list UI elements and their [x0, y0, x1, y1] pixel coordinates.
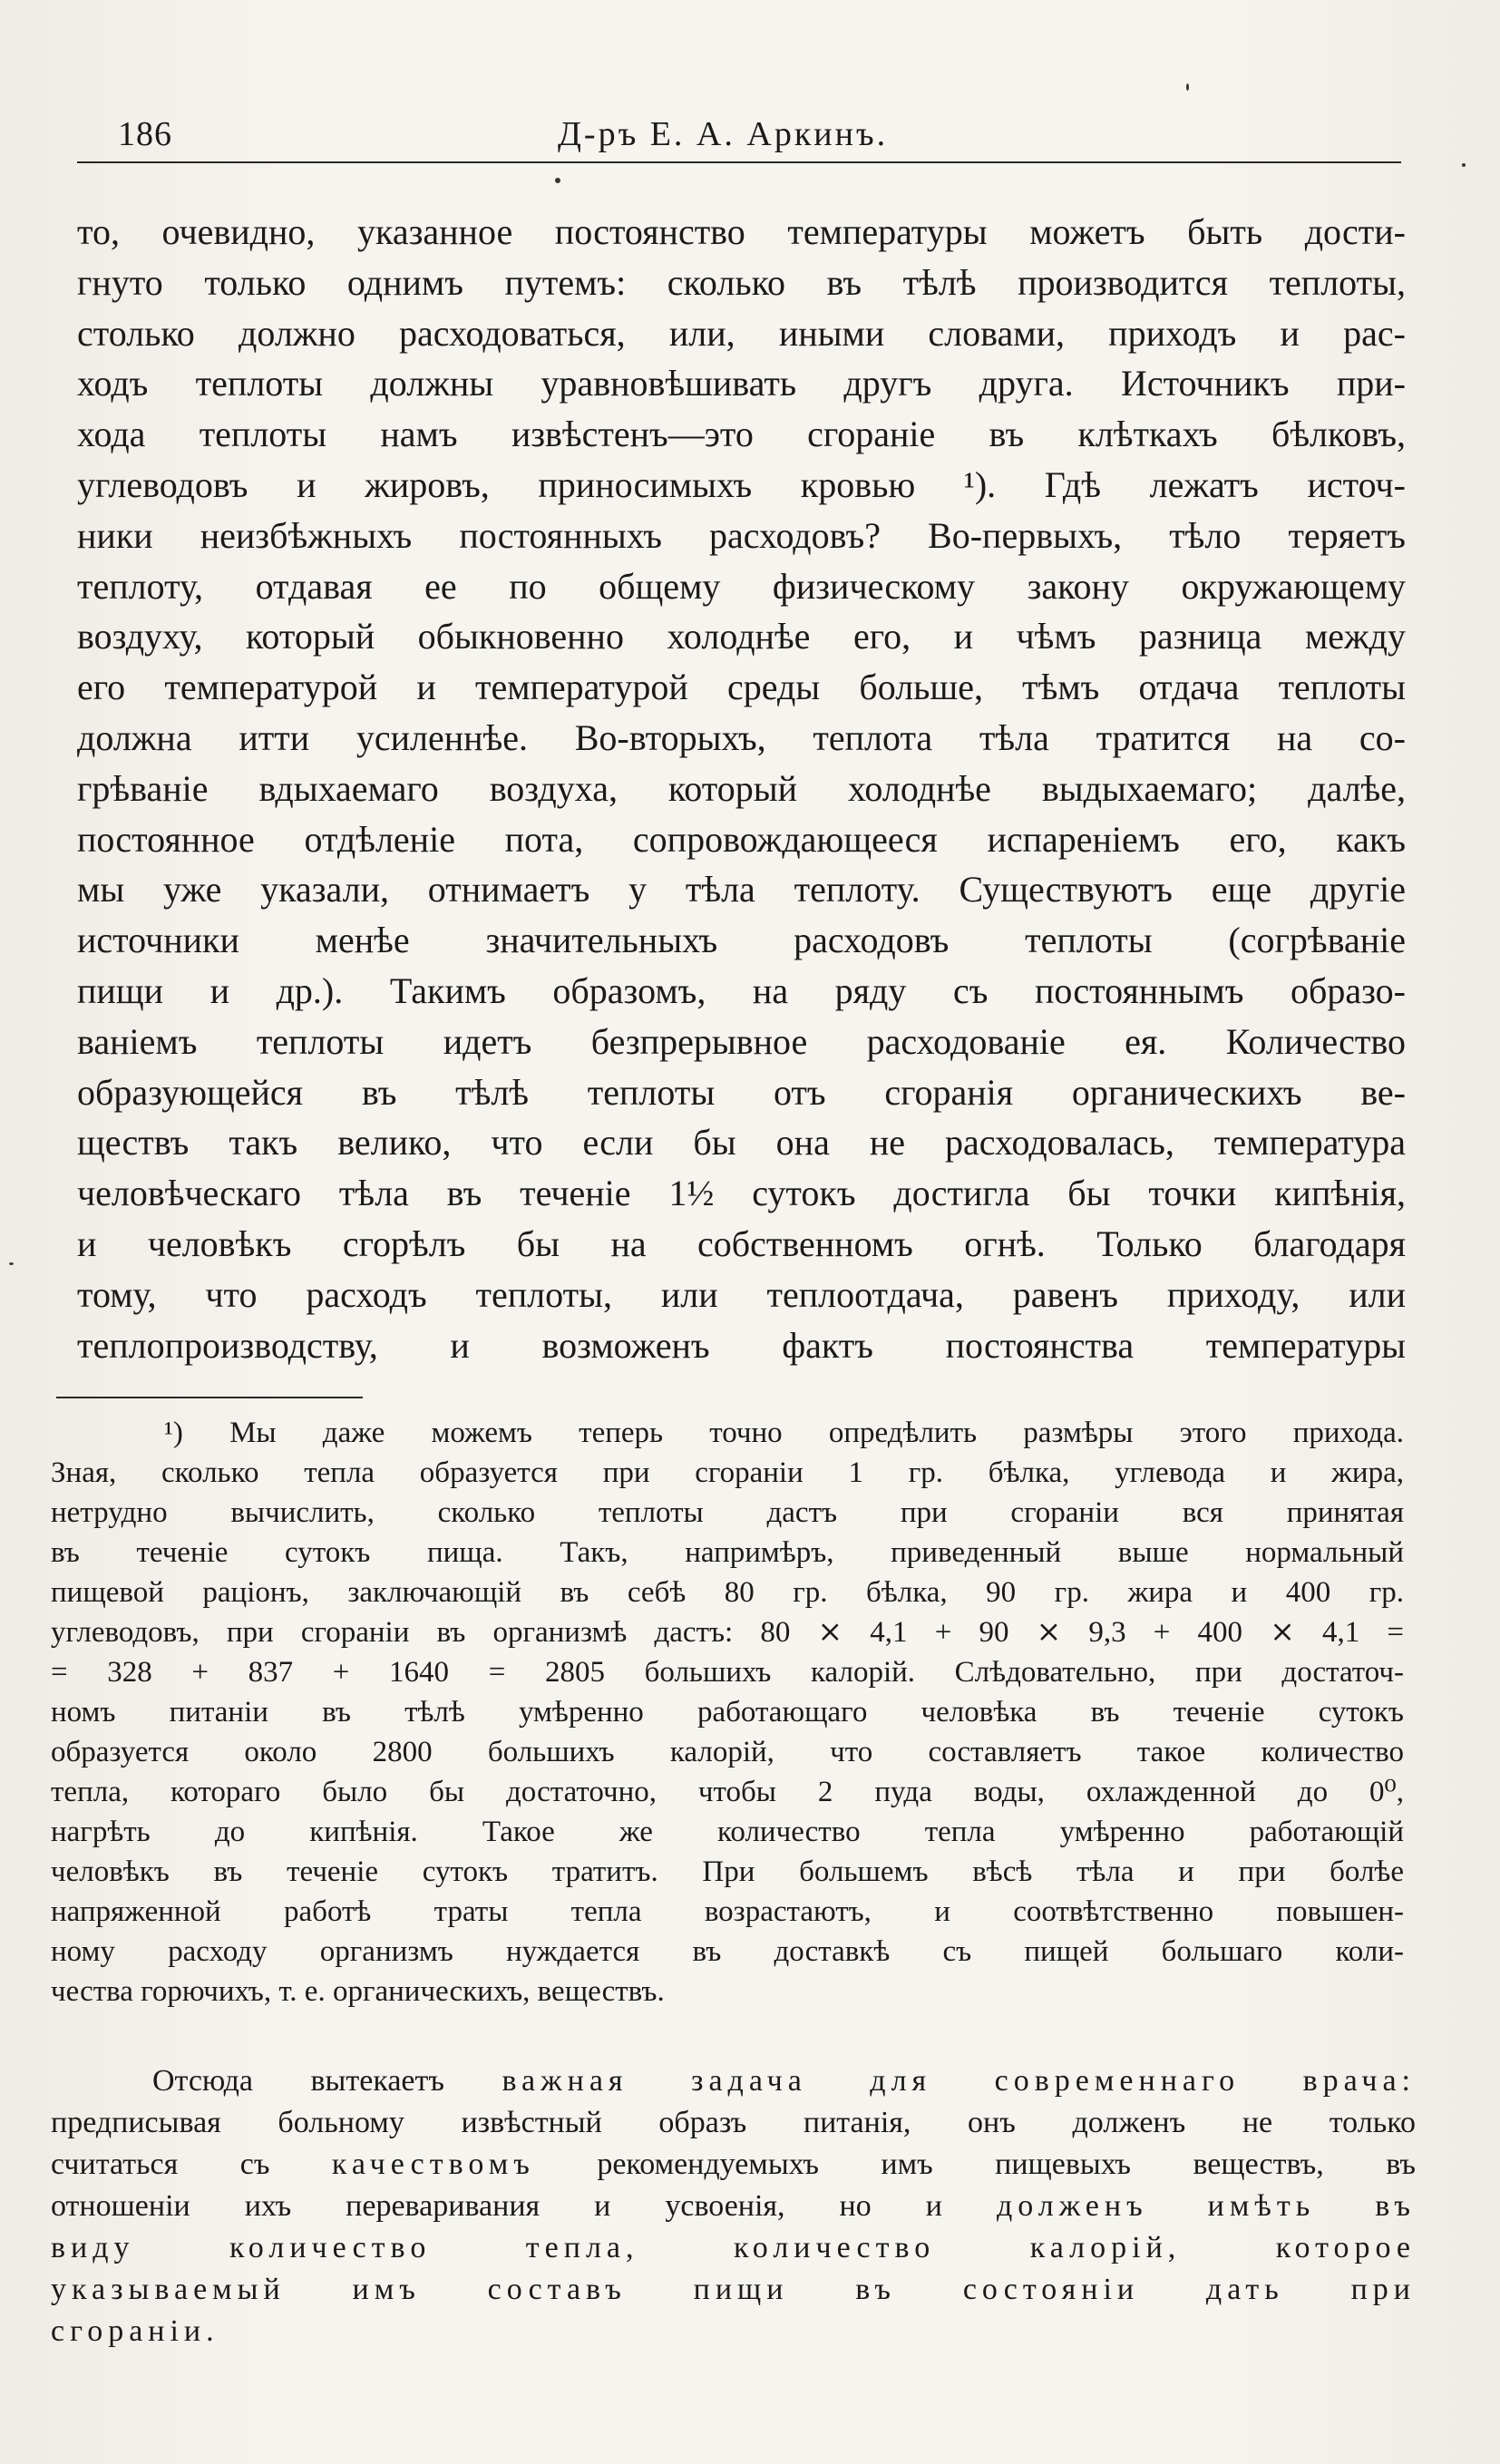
body-line: должна итти усиленнѣе. Во-вторыхъ, теплота тѣла тратится на со- — [77, 716, 1406, 758]
conclusion-line — [51, 2186, 1416, 2227]
footnote-line: углеводовъ, при сгораніи въ организмѣ дастъ: 80 ⨯ 4,1 + 90 ⨯ 9,3 + 400 ⨯ 4,1 = — [51, 1616, 1404, 1649]
emphasized-text: важная задача для современнаго врача: — [502, 2064, 1416, 2098]
body-line: теплопроизводству, и возможенъ фактъ постоянства температуры — [77, 1324, 1406, 1366]
body-line: хода теплоты намъ извѣстенъ—это сгораніе въ клѣткахъ бѣлковъ, — [77, 414, 1406, 455]
body-line: то, очевидно, указанное постоянство температуры можетъ быть дости- — [77, 211, 1406, 252]
body-line: ществъ такъ велико, что если бы она не расходовалась, температура — [77, 1122, 1406, 1164]
conclusion-line: виду количество тепла, количество калорій, которое — [51, 2231, 1416, 2264]
body-line: теплоту, отдавая ее по общему физическому закону окружающему — [77, 565, 1406, 607]
main-body-text — [77, 207, 1406, 1370]
page-number: 186 — [118, 115, 172, 153]
body-line: и человѣкъ сгорѣлъ бы на собственномъ огнѣ. Только благодаря — [77, 1222, 1406, 1264]
body-line: его температурой и температурой среды больше, тѣмъ отдача теплоты — [77, 667, 1406, 708]
conclusion-text: отношеніи ихъ переваривания и усвоенія, но и — [51, 2189, 997, 2223]
footnote-separator — [56, 1397, 363, 1398]
conclusion-line — [51, 2144, 1416, 2186]
body-line: пищи и др.). Такимъ образомъ, на ряду съ постояннымъ образо- — [77, 969, 1406, 1011]
footnote-line: нагрѣть до кипѣнія. Такое же количество тепла умѣренно работающій — [51, 1816, 1404, 1848]
body-line: столько должно расходоваться, или, иными словами, приходъ и рас- — [77, 312, 1406, 354]
body-line: ходъ теплоты должны уравновѣшивать другъ друга. Источникъ при- — [77, 363, 1406, 404]
page-header — [77, 107, 1401, 163]
footnote-line: = 328 + 837 + 1640 = 2805 большихъ калорій. Слѣдовательно, при достаточ- — [51, 1656, 1404, 1689]
conclusion-line: предписывая больному извѣстный образъ питанія, онъ долженъ не только — [51, 2106, 1416, 2139]
conclusion-paragraph — [51, 2060, 1416, 2352]
conclusion-text: рекомендуемыхъ имъ пищевыхъ веществъ, въ — [534, 2147, 1416, 2181]
conclusion-text: Отсюда вытекаетъ — [152, 2064, 502, 2098]
footnote-line: Зная, сколько тепла образуется при сгораніи 1 гр. бѣлка, углевода и жира, — [51, 1456, 1404, 1489]
emphasized-text: долженъ имѣть въ — [996, 2189, 1416, 2223]
conclusion-line — [51, 2060, 1416, 2102]
footnote-line: образуется около 2800 большихъ калорій, что составляетъ такое количество — [51, 1736, 1404, 1768]
body-line: человѣческаго тѣла въ теченіе 1½ сутокъ достигла бы точки кипѣнія, — [77, 1173, 1406, 1214]
body-line: грѣваніе вдыхаемаго воздуха, который холоднѣе выдыхаемаго; далѣе, — [77, 767, 1406, 809]
conclusion-line: указываемый имъ составъ пищи въ состояніи дать при — [51, 2273, 1416, 2306]
paper-speck — [1462, 163, 1466, 167]
conclusion-text: считаться съ — [51, 2147, 332, 2181]
body-line: ники неизбѣжныхъ постоянныхъ расходовъ? Во-первыхъ, тѣло теряетъ — [77, 514, 1406, 556]
body-line: ваніемъ теплоты идетъ безпрерывное расходованіе ея. Количество — [77, 1020, 1406, 1062]
footnote-line: ному расходу организмъ нуждается въ доставкѣ съ пищей большаго коли- — [51, 1935, 1404, 1968]
body-line: углеводовъ и жировъ, приносимыхъ кровью ¹). Гдѣ лежатъ источ- — [77, 463, 1406, 505]
body-line: воздуху, который обыкновенно холоднѣе его, и чѣмъ разница между — [77, 616, 1406, 657]
footnote-block — [51, 1413, 1404, 2011]
footnote-line: чества горючихъ, т. е. органическихъ, веществъ. — [51, 1975, 665, 2008]
body-line: источники менѣе значительныхъ расходовъ теплоты (согрѣваніе — [77, 920, 1406, 961]
footnote-line: ¹) Мы даже можемъ теперь точно опредѣлить размѣры этого прихода. — [164, 1417, 1404, 1449]
paper-speck — [555, 178, 560, 183]
body-line: гнуто только однимъ путемъ: сколько въ тѣлѣ производится теплоты, — [77, 261, 1406, 303]
footnote-line: нетрудно вычислить, сколько теплоты дастъ при сгораніи вся принятая — [51, 1496, 1404, 1529]
footnote-line: тепла, котораго было бы достаточно, чтобы 2 пуда воды, охлажденной до 0⁰, — [51, 1776, 1404, 1808]
footnote-line: пищевой раціонъ, заключающій въ себѣ 80 гр. бѣлка, 90 гр. жира и 400 гр. — [51, 1576, 1404, 1609]
emphasized-text: качествомъ — [331, 2147, 535, 2181]
footnote-line: напряженной работѣ траты тепла возрастаютъ, и соотвѣтственно повышен- — [51, 1895, 1404, 1928]
body-line: постоянное отдѣленіе пота, сопровождающееся испареніемъ его, какъ — [77, 818, 1406, 860]
footnote-line: въ теченіе сутокъ пища. Такъ, напримѣръ, приведенный выше нормальный — [51, 1536, 1404, 1569]
conclusion-line: сгораніи. — [51, 2314, 219, 2348]
paper-speck — [1186, 83, 1189, 91]
running-head: Д-ръ Е. А. Аркинъ. — [558, 115, 889, 153]
body-line: образующейся въ тѣлѣ теплоты отъ сгоранія органическихъ ве- — [77, 1071, 1406, 1113]
body-line: мы уже указали, отнимаетъ у тѣла теплоту. Существуютъ еще другіе — [77, 869, 1406, 911]
footnote-line: человѣкъ въ теченіе сутокъ тратитъ. При большемъ вѣсѣ тѣла и при болѣе — [51, 1855, 1404, 1888]
footnote-line: номъ питаніи въ тѣлѣ умѣренно работающаго человѣка въ теченіе сутокъ — [51, 1696, 1404, 1729]
paper-speck — [9, 1262, 14, 1265]
body-line: тому, что расходъ теплоты, или теплоотдача, равенъ приходу, или — [77, 1273, 1406, 1315]
